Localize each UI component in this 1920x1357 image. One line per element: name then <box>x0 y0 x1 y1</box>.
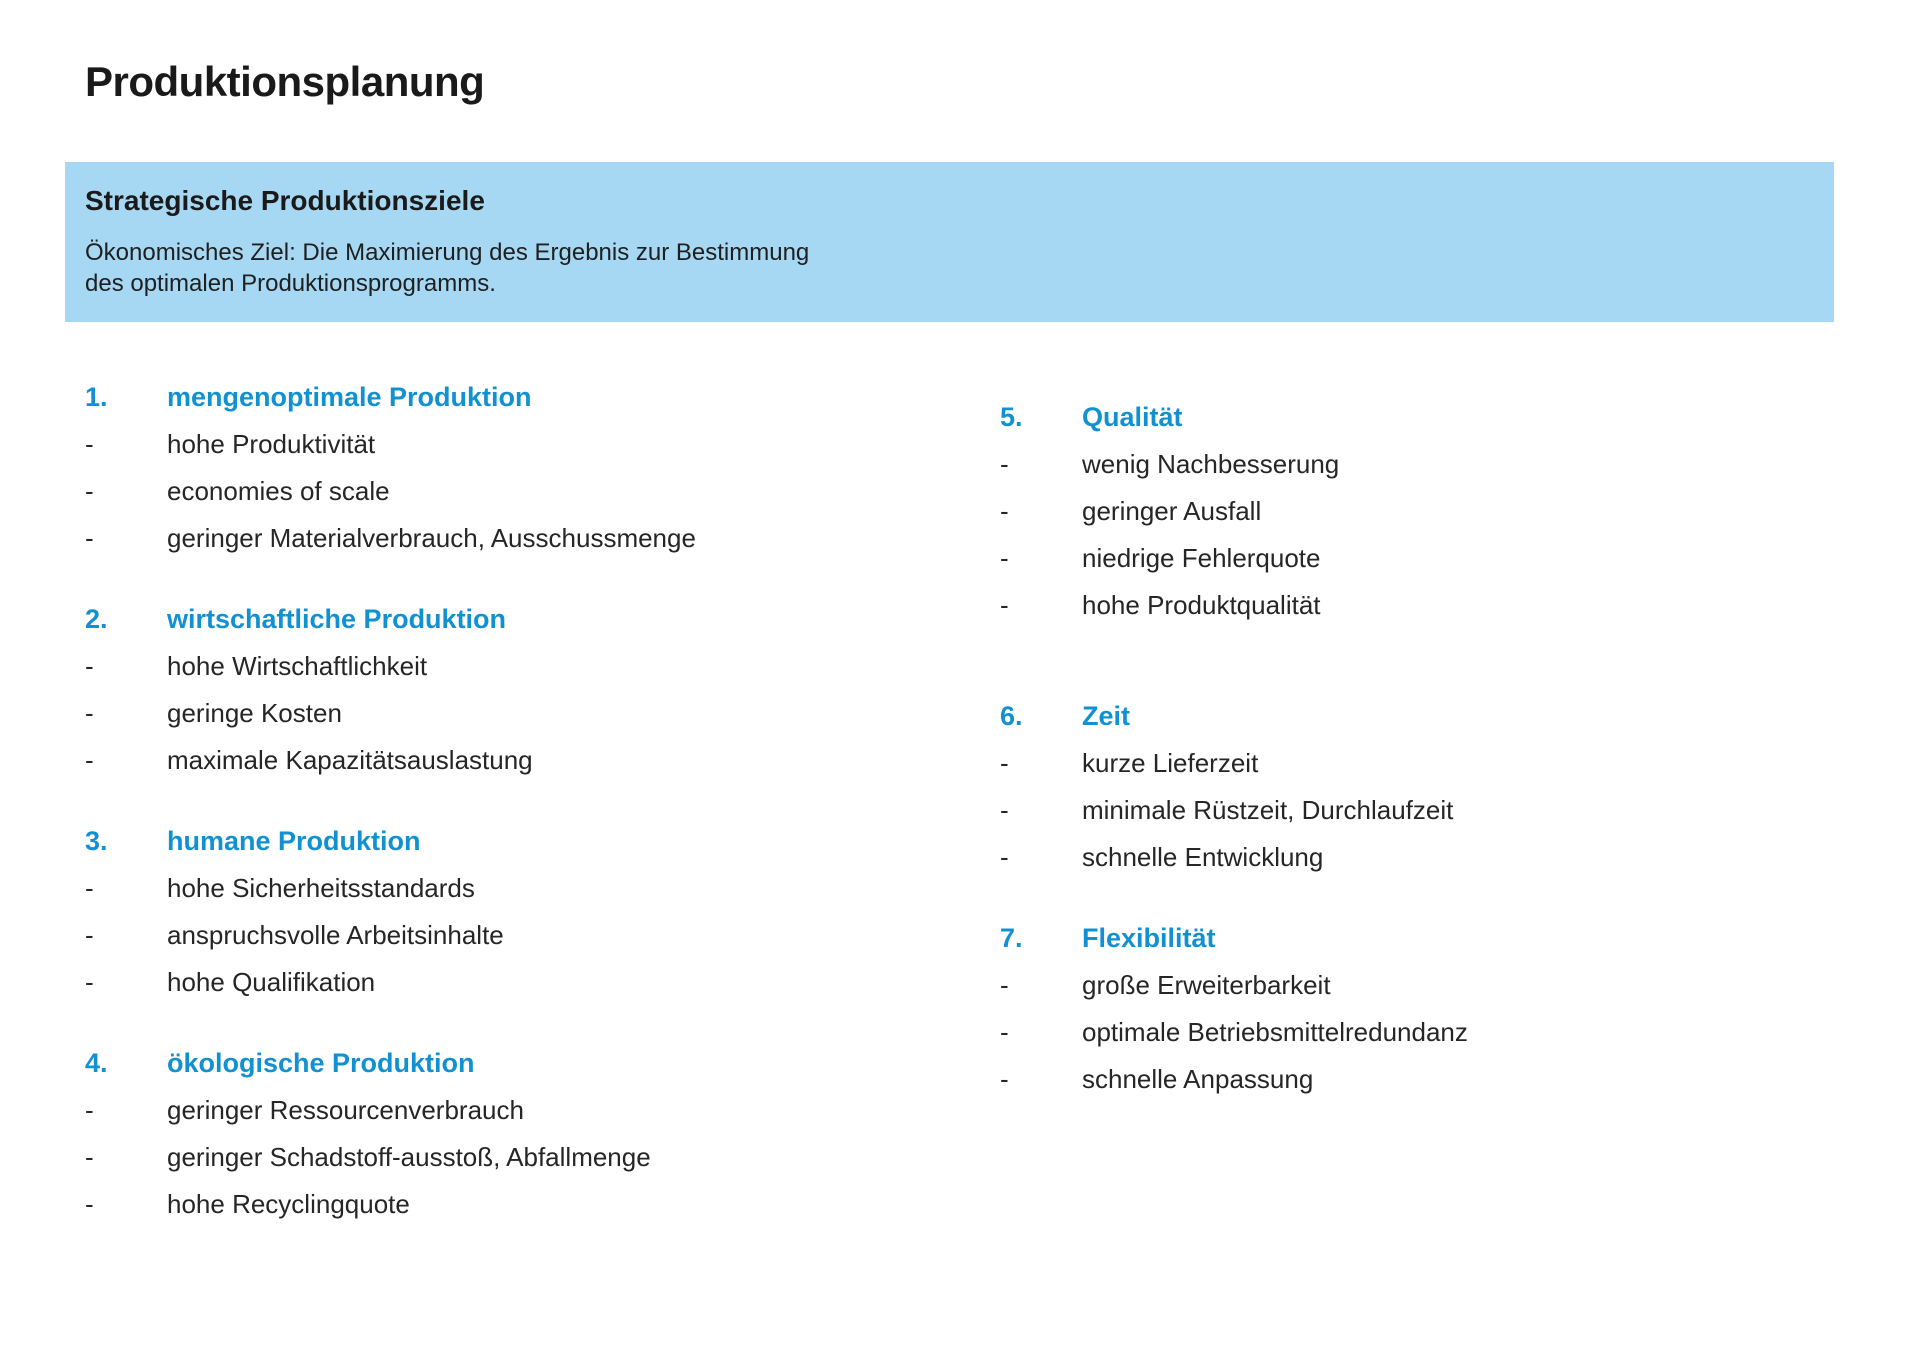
goal-item-text: geringer Schadstoff-ausstoß, Abfallmenge <box>167 1142 651 1172</box>
dash-bullet: - <box>85 873 94 903</box>
dash-bullet: - <box>85 1142 94 1172</box>
dash-bullet: - <box>1000 543 1009 573</box>
goal-title: ökologische Produktion <box>167 1048 475 1078</box>
goal-item <box>85 865 945 912</box>
page-title: Produktionsplanung <box>85 58 485 105</box>
info-box-text-line-1: Ökonomisches Ziel: Die Maximierung des Ergebnis zur Bestimmung <box>85 239 810 266</box>
goal-item <box>85 421 945 468</box>
info-box-title: Strategische Produktionsziele <box>85 185 485 216</box>
goal-title: Zeit <box>1082 701 1131 731</box>
goal-group <box>85 374 945 562</box>
dash-bullet: - <box>85 429 94 459</box>
goal-item-text: kurze Lieferzeit <box>1082 748 1259 778</box>
dash-bullet: - <box>85 523 94 553</box>
goal-title: humane Produktion <box>167 826 421 856</box>
goal-item <box>1000 740 1860 787</box>
goal-item-text: geringer Materialverbrauch, Ausschussmenge <box>167 523 696 553</box>
goal-item <box>85 959 945 1006</box>
dash-bullet: - <box>85 745 94 775</box>
goal-item-text: große Erweiterbarkeit <box>1082 970 1331 1000</box>
goal-title: Qualität <box>1082 402 1183 432</box>
dash-bullet: - <box>85 967 94 997</box>
goal-heading <box>1000 693 1860 740</box>
goal-heading <box>85 1040 945 1087</box>
goal-title: Flexibilität <box>1082 923 1216 953</box>
dash-bullet: - <box>1000 748 1009 778</box>
goal-number: 4. <box>85 1048 108 1078</box>
goal-title: wirtschaftliche Produktion <box>167 604 507 634</box>
goal-item-text: hohe Qualifikation <box>167 967 376 997</box>
goal-heading <box>1000 915 1860 962</box>
goal-item <box>85 912 945 959</box>
dash-bullet: - <box>85 920 94 950</box>
dash-bullet: - <box>85 1189 94 1219</box>
goal-item-text: schnelle Anpassung <box>1082 1064 1314 1094</box>
goal-item-text: economies of scale <box>167 476 390 506</box>
goal-item <box>1000 441 1860 488</box>
goal-item <box>85 690 945 737</box>
info-box-text-line-2: des optimalen Produktionsprogramms. <box>85 270 496 297</box>
goals-column-left <box>85 374 945 1262</box>
goal-number: 1. <box>85 382 108 412</box>
info-box <box>65 162 1834 322</box>
goal-item-text: hohe Produktivität <box>167 429 376 459</box>
goal-item-text: optimale Betriebsmittelredundanz <box>1082 1017 1468 1047</box>
goal-group <box>1000 394 1860 629</box>
goal-number: 3. <box>85 826 108 856</box>
goal-item-text: anspruchsvolle Arbeitsinhalte <box>167 920 504 950</box>
goals-column-right <box>1000 394 1860 1137</box>
goal-heading <box>1000 394 1860 441</box>
goal-item <box>1000 1009 1860 1056</box>
goal-item <box>1000 787 1860 834</box>
goal-group <box>85 1040 945 1228</box>
dash-bullet: - <box>1000 842 1009 872</box>
goal-number: 6. <box>1000 701 1023 731</box>
goal-title: mengenoptimale Produktion <box>167 382 532 412</box>
goal-item-text: wenig Nachbesserung <box>1082 449 1340 479</box>
dash-bullet: - <box>85 698 94 728</box>
goal-item <box>1000 1056 1860 1103</box>
goal-item-text: niedrige Fehlerquote <box>1082 543 1321 573</box>
dash-bullet: - <box>85 1095 94 1125</box>
goal-heading <box>85 596 945 643</box>
goal-item <box>85 515 945 562</box>
goal-item-text: maximale Kapazitätsauslastung <box>167 745 533 775</box>
goal-heading <box>85 374 945 421</box>
goal-number: 2. <box>85 604 108 634</box>
dash-bullet: - <box>1000 496 1009 526</box>
goal-item-text: hohe Sicherheitsstandards <box>167 873 475 903</box>
goal-item <box>85 468 945 515</box>
goal-item-text: hohe Recyclingquote <box>167 1189 410 1219</box>
goal-item <box>85 1181 945 1228</box>
dash-bullet: - <box>1000 449 1009 479</box>
goal-item <box>85 1087 945 1134</box>
goal-item <box>1000 488 1860 535</box>
goal-group <box>85 818 945 1006</box>
dash-bullet: - <box>85 651 94 681</box>
goal-number: 5. <box>1000 402 1023 432</box>
goal-item-text: hohe Produktqualität <box>1082 590 1321 620</box>
goal-item <box>1000 535 1860 582</box>
dash-bullet: - <box>85 476 94 506</box>
info-box-text <box>85 237 1810 299</box>
goal-group <box>1000 693 1860 881</box>
goal-item-text: schnelle Entwicklung <box>1082 842 1324 872</box>
dash-bullet: - <box>1000 590 1009 620</box>
goal-heading <box>85 818 945 865</box>
goal-group <box>1000 915 1860 1103</box>
goal-item <box>1000 962 1860 1009</box>
dash-bullet: - <box>1000 1017 1009 1047</box>
goal-item-text: geringer Ausfall <box>1082 496 1262 526</box>
goal-item-text: geringe Kosten <box>167 698 342 728</box>
goal-group <box>85 596 945 784</box>
dash-bullet: - <box>1000 1064 1009 1094</box>
goal-item-text: hohe Wirtschaftlichkeit <box>167 651 428 681</box>
dash-bullet: - <box>1000 970 1009 1000</box>
goal-item <box>1000 582 1860 629</box>
goal-item <box>85 643 945 690</box>
goal-item-text: geringer Ressourcenverbrauch <box>167 1095 524 1125</box>
goal-item <box>1000 834 1860 881</box>
goal-item <box>85 737 945 784</box>
dash-bullet: - <box>1000 795 1009 825</box>
goal-item <box>85 1134 945 1181</box>
goal-item-text: minimale Rüstzeit, Durchlaufzeit <box>1082 795 1454 825</box>
goal-number: 7. <box>1000 923 1023 953</box>
